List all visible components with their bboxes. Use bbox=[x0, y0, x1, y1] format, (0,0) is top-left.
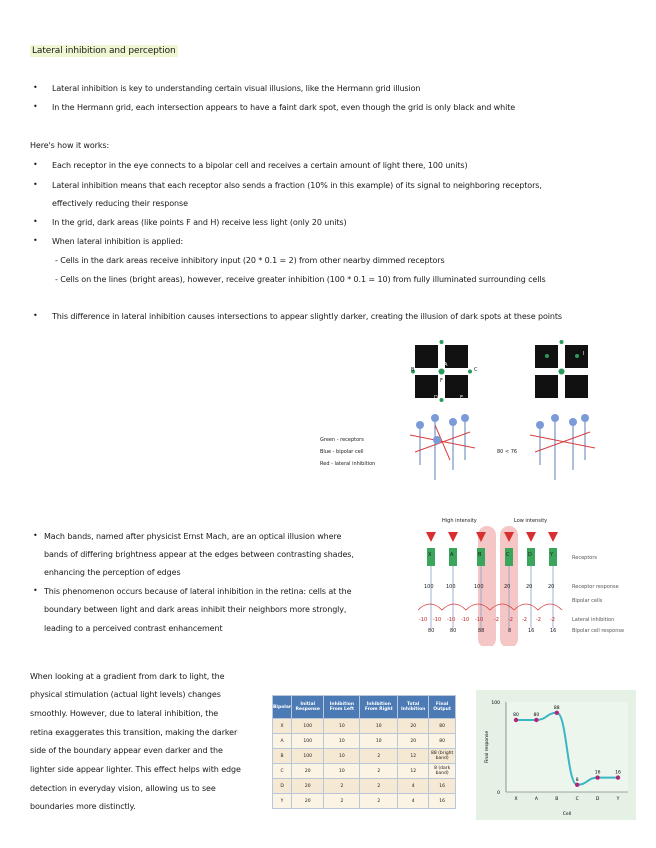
resp-a: 100 bbox=[446, 584, 456, 590]
table-cell: 80 bbox=[429, 734, 456, 749]
how-bullet-2-cont: effectively reducing their response bbox=[52, 199, 188, 208]
bullet-dot: • bbox=[33, 180, 38, 189]
resp-d: 20 bbox=[526, 584, 533, 590]
row-receptors: Receptors bbox=[572, 555, 598, 561]
data-label: 80 bbox=[513, 713, 519, 718]
difference-bullet: This difference in lateral inhibition causes intersections to appear slightly darker, creating the illusion of dark spots at these points bbox=[52, 312, 562, 321]
row-lateral-inhibition: Lateral inhibition bbox=[572, 617, 615, 623]
inh-9: -2 bbox=[536, 617, 541, 623]
table-cell: 16 bbox=[429, 794, 456, 809]
legend-red: Red - lateral inhibition bbox=[320, 461, 376, 467]
table-cell: 20 bbox=[292, 764, 324, 779]
x-tick-label: D bbox=[595, 797, 600, 802]
table-row bbox=[273, 794, 456, 809]
table-cell: 8 (dark band) bbox=[429, 764, 456, 779]
gradient-line-6: lighter side appear lighter. This effect helps with edge bbox=[30, 765, 241, 774]
resp-c: 20 bbox=[504, 584, 511, 590]
table-cell: 20 bbox=[292, 794, 324, 809]
label-a: A bbox=[444, 362, 448, 368]
x-tick-label: B bbox=[555, 797, 559, 802]
data-label: 16 bbox=[615, 770, 621, 776]
compare-label: 80 < 76 bbox=[497, 449, 518, 455]
row-bipolar-response: Bipolar cell response bbox=[572, 628, 625, 634]
gradient-line-7: detection in everyday vision, allowing us to see bbox=[30, 784, 216, 793]
mach-bullet-1: Mach bands, named after physicist Ernst Mach, are an optical illusion where bbox=[44, 532, 342, 541]
gradient-line-4: retina exaggerates this transition, making the darker bbox=[30, 728, 238, 737]
bip-a: 80 bbox=[450, 628, 457, 634]
inh-6: -2 bbox=[494, 617, 499, 623]
inh-8: -2 bbox=[522, 617, 527, 623]
resp-y: 20 bbox=[548, 584, 555, 590]
bip-b: 88 bbox=[478, 628, 485, 634]
network-left bbox=[410, 414, 475, 480]
label-c: C bbox=[474, 367, 478, 373]
bip-d: 16 bbox=[528, 628, 535, 634]
y-tick-label: 100 bbox=[491, 701, 500, 706]
bip-y: 16 bbox=[550, 628, 557, 634]
high-intensity-label: High intensity bbox=[442, 518, 477, 524]
network-right bbox=[530, 414, 595, 480]
table-cell: 80 bbox=[429, 719, 456, 734]
table-cell: 100 bbox=[292, 749, 324, 764]
data-label: 88 bbox=[553, 705, 560, 711]
table-cell: 4 bbox=[398, 794, 429, 809]
table-cell: 100 bbox=[292, 719, 324, 734]
how-heading: Here's how it works: bbox=[30, 141, 110, 150]
mach-bullet-2b: boundary between light and dark areas inhibit their neighbors more strongly, bbox=[44, 605, 347, 614]
label-b: B bbox=[411, 367, 415, 373]
mach-bullet-1b: bands of differing brightness appear at the edges between contrasting shades, bbox=[44, 550, 354, 559]
x-tick-label: Y bbox=[616, 797, 620, 802]
table-cell: 2 bbox=[360, 779, 398, 794]
inh-4: -10 bbox=[461, 617, 470, 623]
table-cell: C bbox=[273, 764, 292, 779]
table-cell: 2 bbox=[324, 794, 360, 809]
table-cell: 10 bbox=[324, 734, 360, 749]
table-header: Bipolar bbox=[273, 696, 292, 719]
table-cell: 10 bbox=[324, 764, 360, 779]
label-d: D bbox=[434, 395, 438, 401]
table-cell: 10 bbox=[324, 749, 360, 764]
row-bipolar-cells: Bipolar cells bbox=[572, 598, 603, 604]
data-label: 8 bbox=[575, 777, 579, 783]
x-tick-label: A bbox=[534, 797, 538, 802]
mach-bullet-1c: enhancing the perception of edges bbox=[44, 568, 181, 577]
how-bullet-1: Each receptor in the eye connects to a bipolar cell and receives a certain amount of light there, 100 units) bbox=[52, 161, 468, 170]
bullet-dot: • bbox=[33, 586, 38, 595]
data-point bbox=[616, 775, 620, 779]
hermann-grid-figure bbox=[405, 340, 635, 490]
final-response-chart bbox=[476, 690, 636, 820]
table-cell: 20 bbox=[398, 719, 429, 734]
table-cell: 2 bbox=[324, 779, 360, 794]
gradient-line-2: physical stimulation (actual light levels) changes bbox=[30, 690, 221, 699]
table-row bbox=[273, 779, 456, 794]
table-cell: 2 bbox=[360, 749, 398, 764]
cell-d: D bbox=[528, 552, 532, 558]
inh-3: -10 bbox=[447, 617, 456, 623]
inh-2: -10 bbox=[433, 617, 442, 623]
page-title: Lateral inhibition and perception bbox=[32, 46, 176, 56]
data-point bbox=[595, 775, 599, 779]
table-cell: 2 bbox=[360, 764, 398, 779]
table-cell: X bbox=[273, 719, 292, 734]
table-cell: B bbox=[273, 749, 292, 764]
table-cell: 12 bbox=[398, 764, 429, 779]
table-row bbox=[273, 749, 456, 764]
inh-5: -10 bbox=[475, 617, 484, 623]
table-cell: D bbox=[273, 779, 292, 794]
table-header: Inhibition From Right bbox=[360, 696, 398, 719]
gradient-line-5: side of the boundary appear even darker and the bbox=[30, 746, 223, 755]
bip-x: 80 bbox=[428, 628, 435, 634]
label-e: E bbox=[460, 395, 464, 401]
bullet-dot: • bbox=[33, 102, 38, 111]
data-point bbox=[555, 711, 559, 715]
label-f: F bbox=[440, 378, 443, 384]
table-header: Inhibition From Left bbox=[324, 696, 360, 719]
gradient-line-3: smoothly. However, due to lateral inhibition, the bbox=[30, 709, 219, 718]
table-header-row bbox=[273, 696, 456, 719]
y-axis-label: Final response bbox=[485, 730, 490, 764]
legend-green: Green - receptors bbox=[320, 437, 364, 443]
y-tick-label: 0 bbox=[497, 791, 500, 796]
bip-c: 8 bbox=[508, 628, 512, 634]
how-bullet-3: In the grid, dark areas (like points F and H) receive less light (only 20 units) bbox=[52, 218, 347, 227]
low-intensity-label: Low intensity bbox=[514, 518, 548, 524]
table-cell: 2 bbox=[360, 794, 398, 809]
intro-bullet-1: Lateral inhibition is key to understanding certain visual illusions, like the Hermann grid illusion bbox=[52, 84, 421, 93]
bullet-dot: • bbox=[33, 236, 38, 245]
how-bullet-2: Lateral inhibition means that each receptor also sends a fraction (10% in this example) of its signal to neighboring receptors, bbox=[52, 181, 542, 190]
hermann-grid-right bbox=[535, 340, 588, 398]
data-point bbox=[575, 783, 579, 787]
x-axis-label: Cell bbox=[562, 812, 572, 817]
table-cell: 100 bbox=[292, 734, 324, 749]
cell-a: A bbox=[450, 552, 454, 558]
table-header: Final Output bbox=[429, 696, 456, 719]
table-cell: 20 bbox=[292, 779, 324, 794]
mach-figure bbox=[418, 518, 646, 646]
inh-7: -2 bbox=[508, 617, 513, 623]
inh-1: -10 bbox=[419, 617, 428, 623]
table-cell: 10 bbox=[360, 719, 398, 734]
row-receptor-response: Receptor response bbox=[572, 584, 619, 590]
data-label: 80 bbox=[533, 713, 540, 718]
table-cell: Y bbox=[273, 794, 292, 809]
bullet-dot: • bbox=[33, 217, 38, 226]
cell-y: Y bbox=[550, 552, 554, 558]
table-header: Total Inhibition bbox=[398, 696, 429, 719]
data-point bbox=[514, 718, 518, 722]
how-bullet-4: When lateral inhibition is applied: bbox=[52, 237, 184, 246]
gradient-line-8: boundaries more distinctly. bbox=[30, 802, 136, 811]
table-row bbox=[273, 734, 456, 749]
x-tick-label: X bbox=[514, 797, 518, 802]
data-point bbox=[534, 718, 538, 722]
table-cell: 4 bbox=[398, 779, 429, 794]
how-sub-1: - Cells in the dark areas receive inhibitory input (20 * 0.1 = 2) from other nearby dimmed receptors bbox=[55, 256, 445, 265]
cell-c: C bbox=[506, 552, 510, 558]
hermann-grid-left bbox=[411, 340, 472, 402]
table-cell: 12 bbox=[398, 749, 429, 764]
cell-b: B bbox=[478, 552, 482, 558]
bullet-dot: • bbox=[33, 160, 38, 169]
table-cell: A bbox=[273, 734, 292, 749]
cell-x: X bbox=[428, 552, 432, 558]
inh-10: -2 bbox=[550, 617, 555, 623]
bullet-dot: • bbox=[33, 83, 38, 92]
table-cell: 88 (bright band) bbox=[429, 749, 456, 764]
table-row bbox=[273, 719, 456, 734]
x-tick-label: C bbox=[575, 797, 579, 802]
gradient-line-1: When looking at a gradient from dark to light, the bbox=[30, 672, 225, 681]
table-cell: 10 bbox=[360, 734, 398, 749]
bullet-dot: • bbox=[33, 311, 38, 320]
table-cell: 16 bbox=[429, 779, 456, 794]
legend-blue: Blue - bipolar cell bbox=[320, 449, 364, 455]
mach-bullet-2: This phenomenon occurs because of lateral inhibition in the retina: cells at the bbox=[44, 587, 352, 596]
label-h: H bbox=[560, 351, 564, 357]
inhibition-table bbox=[272, 695, 456, 809]
table-cell: 20 bbox=[398, 734, 429, 749]
how-sub-2: - Cells on the lines (bright areas), however, receive greater inhibition (100 * 0.1 = 10) from fully illuminated surrounding cells bbox=[55, 275, 546, 284]
table-row bbox=[273, 764, 456, 779]
label-i: I bbox=[583, 351, 585, 357]
resp-x: 100 bbox=[424, 584, 434, 590]
intro-bullet-2: In the Hermann grid, each intersection appears to have a faint dark spot, even though the grid is only black and white bbox=[52, 103, 516, 112]
resp-b: 100 bbox=[474, 584, 484, 590]
data-label: 16 bbox=[594, 770, 601, 776]
table-cell: 10 bbox=[324, 719, 360, 734]
mach-bullet-2c: leading to a perceived contrast enhancement bbox=[44, 624, 223, 633]
table-header: Initial Response bbox=[292, 696, 324, 719]
bullet-dot: • bbox=[33, 531, 38, 540]
